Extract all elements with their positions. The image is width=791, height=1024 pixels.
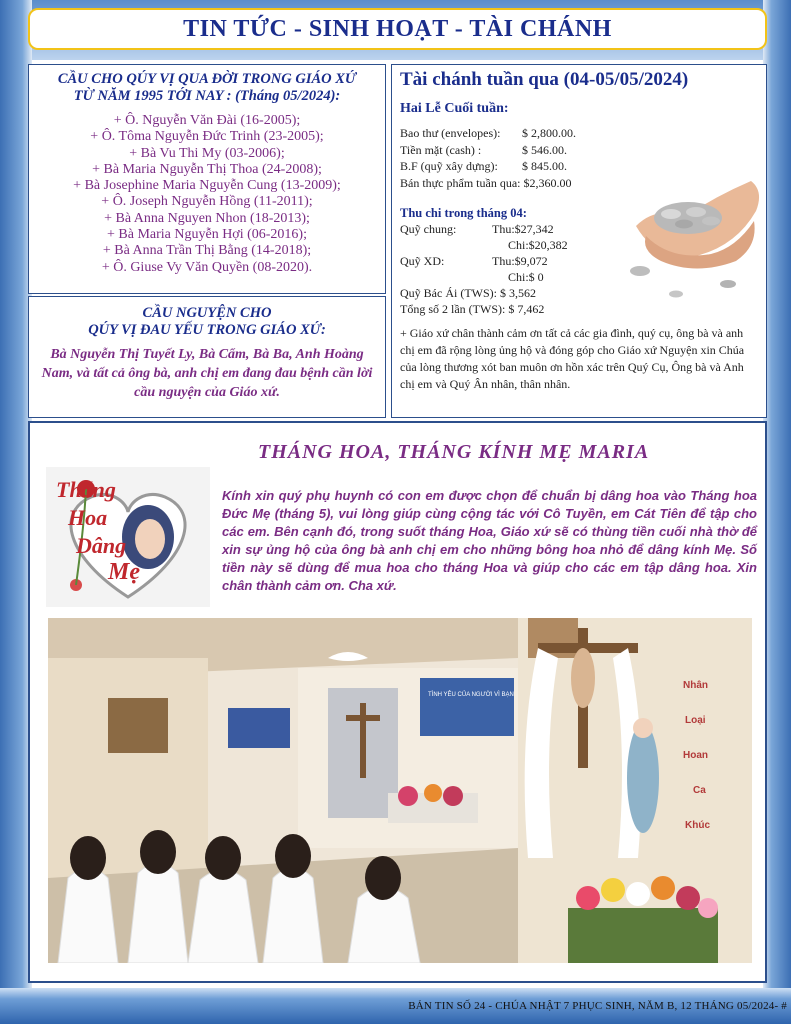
row-label: Tiền mặt (cash) : — [400, 142, 482, 157]
banner-word-2: Loại — [685, 715, 706, 726]
prayer-sick-text: Bà Nguyễn Thị Tuyết Ly, Bà Cẩm, Bà Ba, Anh Hoàng Nam, và tất cả ông bà, anh chị em đang đau bệnh cần lời cầu nguyện của Giáo xứ. — [41, 347, 373, 400]
row-label — [400, 237, 508, 253]
list-item: + Bà Anna Trần Thị Bằng (14-2018); — [102, 243, 312, 259]
row-label: Quỹ chung: — [400, 222, 457, 236]
prayer-sick-box — [28, 296, 386, 418]
total-text: Tổng số 2 lần (TWS): $ 7,462 — [400, 302, 545, 316]
prayer-deceased-title-2: TỪ NĂM 1995 TỚI NAY : (Tháng 05/2024): — [73, 88, 341, 104]
page-title: TIN TỨC - SINH HOẠT - TÀI CHÁNH — [183, 15, 612, 42]
row-value: $ 845.00. — [522, 159, 567, 173]
row-label — [400, 269, 508, 285]
finance-row — [400, 142, 758, 159]
row-label: Bao thư (envelopes): — [400, 126, 501, 140]
list-item: + Ô. Tôma Nguyễn Đức Trinh (23-2005); — [90, 129, 324, 145]
banner-word-3: Hoan — [683, 750, 708, 761]
list-item: + Ô. Giuse Vy Văn Quyền (08-2020). — [101, 259, 313, 275]
row-value: $ 2,800.00. — [522, 126, 576, 140]
list-item: + Ô. Nguyễn Văn Đài (16-2005); — [113, 113, 301, 128]
charity-text: Quỹ Bác Ái (TWS): $ 3,562 — [400, 286, 536, 300]
list-item: + Bà Anna Nguyen Nhon (18-2013); — [104, 210, 310, 226]
logo-word-4: Mẹ — [108, 559, 140, 585]
finance-title: Tài chánh tuần qua (04-05/05/2024) — [400, 69, 689, 90]
row-value: Chi:$ 0 — [508, 270, 544, 284]
logo-word-1: Tháng — [56, 477, 116, 502]
banner-word-1: Nhân — [683, 680, 708, 691]
finance-thanks: + Giáo xứ chân thành cảm ơn tất cả các gia đình, quý cụ, ông bà và anh chị em đã rộng lòng ủng hộ và đóng góp cho Giáo xứ Nguyện xin Chúa của lòng thương xót ban muôn ơn hồn xác trên Quý Cụ, Ông bà và Anh chị em và Quý Ân nhân, thân nhân. — [400, 326, 745, 391]
hands-coins-image — [626, 166, 764, 306]
banner-word-4: Ca — [693, 785, 706, 796]
logo-word-3: Dâng — [76, 533, 127, 558]
list-item: + Bà Maria Nguyễn Thị Thoa (24-2008); — [92, 161, 322, 177]
list-item: + Bà Vu Thi My (03-2006); — [129, 145, 285, 161]
deceased-list — [37, 113, 377, 276]
month-of-mary-text: Kính xin quý phụ huynh có con em được chọn để chuẩn bị dâng hoa vào Tháng hoa Đức Mẹ (tháng 5), vui lòng giúp cùng cộng tác với Cô Tuyền, em Cát Tiên để tập cho các em. Bên cạnh đó, trong suốt tháng Hoa, Giáo xứ sẽ có thùng tiền cuối nhà thờ để xin sự ủng hộ của ông bà anh chị em cho những bông hoa nhỏ để dâng kính Mẹ. Số tiền này sẽ dùng để mua hoa cho tháng Hoa và giúp cho các em tập dâng hoa. Xin chân thành cảm ơn. Cha xứ. — [222, 488, 757, 593]
church-interior-photo — [48, 618, 752, 963]
row-value: Thu:$9,072 — [492, 254, 548, 268]
list-item: + Ô. Joseph Nguyễn Hồng (11-2011); — [101, 194, 313, 210]
row-value: $ 546.00. — [522, 142, 567, 157]
row-label: Quỹ XD: — [400, 254, 445, 268]
month-of-mary-box — [28, 421, 767, 983]
page-header — [28, 8, 767, 50]
food-sale-text: Bán thực phẩm tuần qua: $2,360.00 — [400, 175, 572, 190]
month-of-mary-logo — [46, 467, 210, 607]
weekend-title: Hai Lễ Cuối tuần: — [400, 101, 509, 116]
row-value: Thu:$27,342 — [492, 222, 554, 236]
banner-word-5: Khúc — [685, 820, 710, 831]
finance-row — [400, 125, 758, 142]
logo-word-2: Hoa — [68, 505, 108, 530]
prayer-deceased-box — [28, 64, 386, 294]
list-item: + Bà Josephine Maria Nguyễn Cung (13-2009); — [73, 178, 341, 194]
page-right-gradient — [763, 0, 791, 1024]
month-of-mary-title: THÁNG HOA, THÁNG KÍNH MẸ MARIA — [258, 441, 650, 463]
prayer-deceased-title-1: CẦU CHO QÚY VỊ QUA ĐỜI TRONG GIÁO XỨ — [57, 71, 357, 87]
list-item: + Bà Maria Nguyễn Hợi (06-2016); — [107, 227, 307, 243]
prayer-sick-title-2: QÚY VỊ ĐAU YẾU TRONG GIÁO XỨ: — [88, 322, 326, 338]
screen-caption: TÌNH YÊU CỦA NGƯỜI VÌ BẠN — [428, 692, 514, 698]
month-title: Thu chi trong tháng 04: — [400, 206, 527, 220]
page-footer: BẢN TIN SỐ 24 - CHÚA NHẬT 7 PHỤC SINH, NĂM B, 12 THÁNG 05/2024- # — [408, 1000, 787, 1012]
row-value: Chi:$20,382 — [508, 238, 568, 252]
prayer-sick-title-1: CẦU NGUYỆN CHO — [142, 305, 272, 321]
row-label: B.F (quỹ xây dựng): — [400, 159, 498, 173]
